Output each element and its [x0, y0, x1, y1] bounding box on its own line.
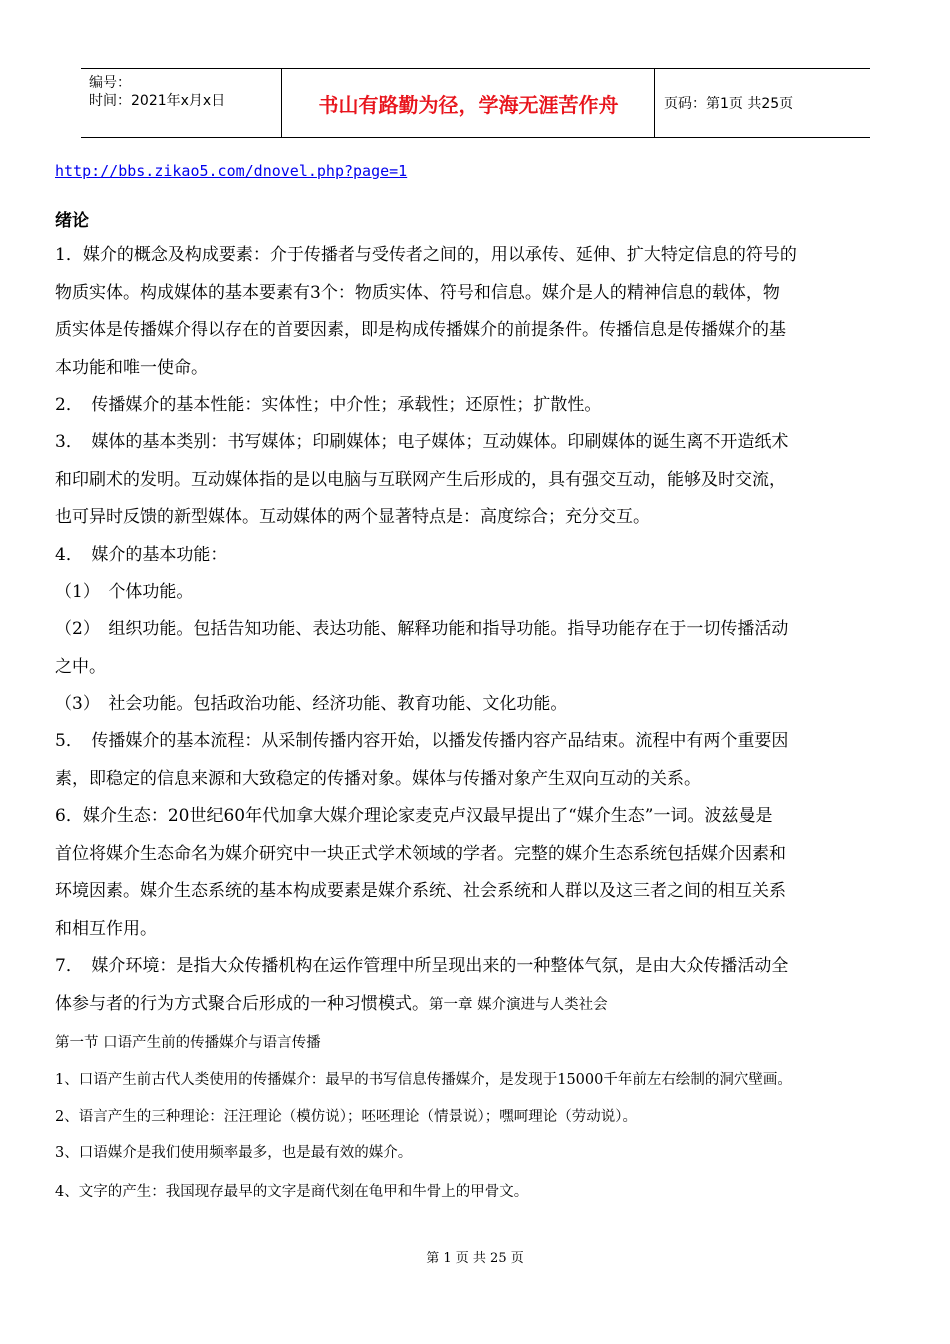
- text-line: （2） 组织功能。包括告知功能、表达功能、解释功能和指导功能。指导功能存在于一切传播活动: [55, 619, 789, 639]
- text-line: 和印刷术的发明。互动媒体指的是以电脑与互联网产生后形成的，具有强交互动，能够及时交流，: [55, 469, 786, 490]
- header-divider: [654, 69, 655, 137]
- number-label: 编号：: [89, 75, 131, 91]
- text-line: 本功能和唯一使命。: [55, 357, 208, 378]
- header-motto: 书山有路勤为径，学海无涯苦作舟: [318, 92, 619, 117]
- chapter-title: 第一章 媒介演进与人类社会: [429, 996, 608, 1013]
- text-line: 3． 媒体的基本类别：书写媒体；印刷媒体；电子媒体；互动媒体。印刷媒体的诞生离不开造纸术: [55, 432, 789, 452]
- text-line: 质实体是传播媒介得以存在的首要因素，即是构成传播媒介的前提条件。传播信息是传播媒介的基: [55, 320, 786, 340]
- paragraph-5: [55, 574, 885, 612]
- page-footer: 第 1 页 共 25 页: [426, 1251, 524, 1266]
- header-meta: [81, 69, 281, 137]
- paragraph-3: [55, 424, 885, 537]
- list-item: 3、口语媒介是我们使用频率最多，也是最有效的媒介。: [55, 1145, 413, 1161]
- paragraph-7: [55, 686, 885, 724]
- source-link[interactable]: http://bbs.zikao5.com/dnovel.php?page=1: [55, 162, 408, 180]
- paragraph-8: [55, 723, 885, 798]
- text-line: （3） 社会功能。包括政治功能、经济功能、教育功能、文化功能。: [55, 694, 568, 714]
- paragraph-6: [55, 611, 885, 686]
- text-line: 6．媒介生态：20世纪60年代加拿大媒介理论家麦克卢汉最早提出了“媒介生态”一词。波兹曼是: [55, 806, 773, 826]
- header-page-label: 页码：第1页 共25页: [664, 96, 794, 112]
- text-line: 和相互作用。: [55, 918, 157, 939]
- paragraph-2: [55, 387, 885, 425]
- text-line: 7． 媒介环境：是指大众传播机构在运作管理中所呈现出来的一种整体气氛，是由大众传播活动全: [55, 956, 789, 976]
- section-title: 绪论: [55, 211, 89, 231]
- chapter-section-heading: 第一节 口语产生前的传播媒介与语言传播: [55, 1035, 321, 1051]
- text-line: 首位将媒介生态命名为媒介研究中一块正式学术领域的学者。完整的媒介生态系统包括媒介因素和: [55, 843, 786, 864]
- text-line: 5． 传播媒介的基本流程：从采制传播内容开始，以播发传播内容产品结束。流程中有两个重要因: [55, 731, 789, 751]
- text-line: 2． 传播媒介的基本性能：实体性；中介性；承载性；还原性；扩散性。: [55, 395, 602, 415]
- text-line-part: 体参与者的行为方式聚合后形成的一种习惯模式。: [55, 993, 429, 1014]
- header-divider: [281, 69, 282, 137]
- text-line: 物质实体。构成媒体的基本要素有3个：物质实体、符号和信息。媒介是人的精神信息的载体，物: [55, 282, 780, 303]
- text-line: （1） 个体功能。: [55, 582, 194, 602]
- list-item: 4、文字的产生：我国现存最早的文字是商代刻在龟甲和牛骨上的甲骨文。: [55, 1184, 529, 1200]
- text-line: 之中。: [55, 656, 106, 677]
- list-item: 1、口语产生前古代人类使用的传播媒介：最早的书写信息传播媒介，是发现于15000千年前左右绘制的洞穴壁画。: [55, 1072, 792, 1088]
- text-line: 环境因素。媒介生态系统的基本构成要素是媒介系统、社会系统和人群以及这三者之间的相互关系: [55, 881, 786, 901]
- text-line: 也可异时反馈的新型媒体。互动媒体的两个显著特点是：高度综合；充分交互。: [55, 507, 650, 527]
- page-header: [81, 68, 870, 138]
- paragraph-10: [55, 948, 885, 1024]
- paragraph-9: [55, 798, 885, 948]
- paragraph-4: [55, 537, 885, 575]
- list-item: 2、语言产生的三种理论：汪汪理论（模仿说）；呸呸理论（情景说）；嘿呵理论（劳动说）。: [55, 1109, 637, 1125]
- text-line: 素，即稳定的信息来源和大致稳定的传播对象。媒体与传播对象产生双向互动的关系。: [55, 768, 701, 789]
- text-line: 4． 媒介的基本功能：: [55, 545, 228, 565]
- date-label: 时间：2021年x月x日: [89, 93, 226, 109]
- paragraph-1: [55, 237, 885, 387]
- text-line: [55, 986, 885, 1025]
- text-line: 1．媒介的概念及构成要素：介于传播者与受传者之间的，用以承传、延伸、扩大特定信息的符号的: [55, 245, 797, 265]
